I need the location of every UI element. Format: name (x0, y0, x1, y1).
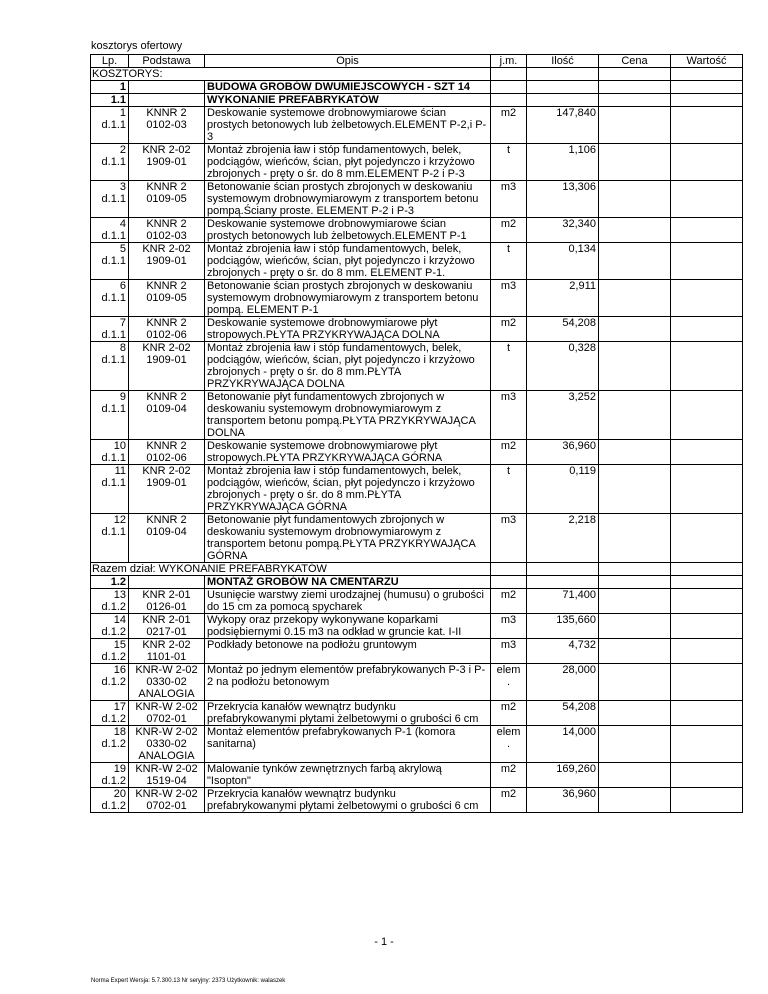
row-podstawa: KNNR 2 0102-03 (129, 107, 205, 144)
row-ilosc: 2,218 (527, 514, 599, 563)
row-opis: Betonowanie płyt fundamentowych zbrojonych w deskowaniu systemowym drobnowymiarowym z transportem betonu pompą.PŁYTA PRZYKRYWAJĄCA DOLNA (205, 391, 491, 440)
row-cena (599, 342, 671, 391)
row-cena (599, 664, 671, 701)
row-number: 4 d.1.1 (91, 218, 129, 243)
row-cena (599, 788, 671, 813)
row-jm: m3 (491, 181, 527, 218)
row-opis: Malowanie tynków zewnętrznych farbą akrylową "Isopton" (205, 763, 491, 788)
row-wartosc (671, 144, 743, 181)
row-podstawa: KNR 2-02 1909-01 (129, 342, 205, 391)
row-wartosc (671, 342, 743, 391)
row-cena (599, 726, 671, 763)
row-number: 16 d.1.2 (91, 664, 129, 701)
row-opis: Podkłady betonowe na podłożu gruntowym (205, 639, 491, 664)
row-jm: t (491, 465, 527, 514)
row-podstawa: KNR 2-01 0217-01 (129, 614, 205, 639)
row-opis: Deskowanie systemowe drobnowymiarowe płyt stropowych.PŁYTA PRZYKRYWAJĄCA DOLNA (205, 317, 491, 342)
row-jm: t (491, 144, 527, 181)
table-row (91, 243, 743, 280)
row-cena (599, 639, 671, 664)
row-jm: elem . (491, 664, 527, 701)
table-row (91, 181, 743, 218)
row-opis: Montaż po jednym elementów prefabrykowanych P-3 i P-2 na podłożu betonowym (205, 664, 491, 701)
row-podstawa: KNR 2-02 1101-01 (129, 639, 205, 664)
row-opis: Montaż zbrojenia ław i stóp fundamentowych, belek, podciągów, wieńców, ścian, płyt pojedynczo i krzyżowo zbrojonych - pręty o śr. do 8 mm.PŁYTA PRZYKRYWAJĄCA DOLNA (205, 342, 491, 391)
table-row (91, 317, 743, 342)
row-ilosc: 36,960 (527, 788, 599, 813)
row-podstawa: KNNR 2 0109-04 (129, 391, 205, 440)
row-podstawa: KNR-W 2-02 0702-01 (129, 701, 205, 726)
row-ilosc: 71,400 (527, 589, 599, 614)
program-footer: Norma Expert Wersja: 5.7.300.13 Nr seryjny: 2373 Użytkownik: walaszek (91, 978, 286, 984)
row-ilosc: 0,134 (527, 243, 599, 280)
page-number: - 1 - (374, 936, 394, 948)
row-number: 20 d.1.2 (91, 788, 129, 813)
row-number: 12 d.1.1 (91, 514, 129, 563)
col-header-wartosc: Wartość (671, 55, 743, 68)
row-wartosc (671, 589, 743, 614)
row-number: 11 d.1.1 (91, 465, 129, 514)
table-row (91, 614, 743, 639)
col-header-jm: j.m. (491, 55, 527, 68)
row-cena (599, 144, 671, 181)
row-cena (599, 317, 671, 342)
table-row (91, 514, 743, 563)
table-row (91, 144, 743, 181)
row-opis: Betonowanie ścian prostych zbrojonych w deskowaniu systemowym drobnowymiarowym z transportem betonu pompą. ELEMENT P-1 (205, 280, 491, 317)
row-ilosc: 1,106 (527, 144, 599, 181)
row-ilosc: 0,328 (527, 342, 599, 391)
row-number: 14 d.1.2 (91, 614, 129, 639)
table-row (91, 589, 743, 614)
row-podstawa: KNR-W 2-02 0330-02 ANALOGIA (129, 726, 205, 763)
row-podstawa: KNNR 2 0109-05 (129, 181, 205, 218)
kosztorys-label-row (91, 68, 743, 81)
col-header-lp: Lp. (91, 55, 129, 68)
row-number: 17 d.1.2 (91, 701, 129, 726)
row-podstawa: KNNR 2 0102-06 (129, 317, 205, 342)
row-wartosc (671, 391, 743, 440)
row-number: 1 d.1.1 (91, 107, 129, 144)
section-title: MONTAŻ GROBÓW NA CMENTARZU (205, 576, 491, 589)
row-podstawa: KNR 2-02 1909-01 (129, 465, 205, 514)
row-opis: Deskowanie systemowe drobnowymiarowe płyt stropowych.PŁYTA PRZYKRYWAJĄCA GÓRNA (205, 440, 491, 465)
row-ilosc: 36,960 (527, 440, 599, 465)
section-row-1-1 (91, 94, 743, 107)
row-podstawa: KNR-W 2-02 1519-04 (129, 763, 205, 788)
row-wartosc (671, 614, 743, 639)
row-ilosc: 54,208 (527, 317, 599, 342)
row-podstawa: KNR 2-02 1909-01 (129, 243, 205, 280)
row-jm: m2 (491, 589, 527, 614)
row-wartosc (671, 639, 743, 664)
section-number: 1.2 (91, 576, 129, 589)
table-row (91, 440, 743, 465)
row-opis: Montaż elementów prefabrykowanych P-1 (komora sanitarna) (205, 726, 491, 763)
razem-label: Razem dział: WYKONANIE PREFABRYKATÓW (91, 563, 491, 576)
table-row (91, 639, 743, 664)
row-jm: elem . (491, 726, 527, 763)
row-ilosc: 3,252 (527, 391, 599, 440)
row-ilosc: 2,911 (527, 280, 599, 317)
row-opis: Montaż zbrojenia ław i stóp fundamentowych, belek, podciągów, wieńców, ścian, płyt pojedynczo i krzyżowo zbrojonych - pręty o śr. do 8 mm.ELEMENT P-2 i P-3 (205, 144, 491, 181)
row-cena (599, 763, 671, 788)
row-ilosc: 13,306 (527, 181, 599, 218)
row-wartosc (671, 440, 743, 465)
row-ilosc: 135,660 (527, 614, 599, 639)
row-opis: Przekrycia kanałów wewnątrz budynku prefabrykowanymi płytami żelbetowymi o grubości 6 cm (205, 701, 491, 726)
row-ilosc: 4,732 (527, 639, 599, 664)
document-title: kosztorys ofertowy (91, 40, 183, 52)
section-row-1 (91, 81, 743, 94)
table-row (91, 763, 743, 788)
row-jm: m2 (491, 701, 527, 726)
table-row (91, 664, 743, 701)
row-cena (599, 514, 671, 563)
cost-estimate-table (90, 54, 743, 813)
row-podstawa: KNR-W 2-02 0702-01 (129, 788, 205, 813)
table-row (91, 726, 743, 763)
row-opis: Przekrycia kanałów wewnątrz budynku prefabrykowanymi płytami żelbetowymi o grubości 6 cm (205, 788, 491, 813)
table-row (91, 280, 743, 317)
row-ilosc: 32,340 (527, 218, 599, 243)
row-cena (599, 391, 671, 440)
row-wartosc (671, 465, 743, 514)
razem-row (91, 563, 743, 576)
row-jm: m3 (491, 280, 527, 317)
col-header-cena: Cena (599, 55, 671, 68)
row-opis: Wykopy oraz przekopy wykonywane koparkami podsiębiernymi 0.15 m3 na odkład w gruncie kat. I-II (205, 614, 491, 639)
row-jm: m2 (491, 107, 527, 144)
row-jm: m2 (491, 317, 527, 342)
table-row (91, 107, 743, 144)
row-jm: t (491, 342, 527, 391)
section-number: 1.1 (91, 94, 129, 107)
row-wartosc (671, 243, 743, 280)
row-opis: Deskowanie systemowe drobnowymiarowe ścian prostych betonowych lub żelbetowych.ELEMENT P-2,i P-3 (205, 107, 491, 144)
row-jm: m3 (491, 514, 527, 563)
row-wartosc (671, 107, 743, 144)
col-header-ilosc: Ilość (527, 55, 599, 68)
row-cena (599, 280, 671, 317)
row-podstawa: KNR 2-01 0126-01 (129, 589, 205, 614)
row-number: 3 d.1.1 (91, 181, 129, 218)
section-title: WYKONANIE PREFABRYKATÓW (205, 94, 491, 107)
row-wartosc (671, 788, 743, 813)
row-wartosc (671, 181, 743, 218)
row-number: 7 d.1.1 (91, 317, 129, 342)
row-cena (599, 701, 671, 726)
row-wartosc (671, 763, 743, 788)
row-number: 13 d.1.2 (91, 589, 129, 614)
table-row (91, 342, 743, 391)
section-title: BUDOWA GROBÓW DWUMIEJSCOWYCH - SZT 14 (205, 81, 491, 94)
row-jm: t (491, 243, 527, 280)
row-opis: Betonowanie ścian prostych zbrojonych w deskowaniu systemowym drobnowymiarowym z transportem betonu pompą.Ściany proste. ELEMENT P-2 i P-3 (205, 181, 491, 218)
row-jm: m2 (491, 218, 527, 243)
row-jm: m3 (491, 614, 527, 639)
row-number: 8 d.1.1 (91, 342, 129, 391)
row-wartosc (671, 701, 743, 726)
row-podstawa: KNR 2-02 1909-01 (129, 144, 205, 181)
table-row (91, 701, 743, 726)
row-cena (599, 589, 671, 614)
row-number: 18 d.1.2 (91, 726, 129, 763)
row-cena (599, 465, 671, 514)
table-row (91, 391, 743, 440)
row-jm: m2 (491, 440, 527, 465)
row-jm: m2 (491, 788, 527, 813)
row-cena (599, 243, 671, 280)
row-number: 19 d.1.2 (91, 763, 129, 788)
row-opis: Usunięcie warstwy ziemi urodzajnej (humusu) o grubości do 15 cm za pomocą spycharek (205, 589, 491, 614)
row-wartosc (671, 317, 743, 342)
row-jm: m3 (491, 639, 527, 664)
row-number: 6 d.1.1 (91, 280, 129, 317)
row-cena (599, 614, 671, 639)
row-podstawa: KNR-W 2-02 0330-02 ANALOGIA (129, 664, 205, 701)
row-podstawa: KNNR 2 0102-03 (129, 218, 205, 243)
table-row (91, 788, 743, 813)
row-opis: Montaż zbrojenia ław i stóp fundamentowych, belek, podciągów, wieńców, ścian, płyt pojedynczo i krzyżowo zbrojonych - pręty o śr. do 8 mm.PŁYTA PRZYKRYWAJĄCA GÓRNA (205, 465, 491, 514)
row-podstawa: KNNR 2 0109-05 (129, 280, 205, 317)
row-opis: Betonowanie płyt fundamentowych zbrojonych w deskowaniu systemowym drobnowymiarowym z transportem betonu pompą.PŁYTA PRZYKRYWAJĄCA GÓRNA (205, 514, 491, 563)
row-number: 5 d.1.1 (91, 243, 129, 280)
row-wartosc (671, 280, 743, 317)
row-wartosc (671, 664, 743, 701)
section-number: 1 (91, 81, 129, 94)
kosztorys-label: KOSZTORYS: (91, 68, 491, 81)
row-wartosc (671, 218, 743, 243)
row-podstawa: KNNR 2 0102-06 (129, 440, 205, 465)
row-ilosc: 0,119 (527, 465, 599, 514)
row-opis: Montaż zbrojenia ław i stóp fundamentowych, belek, podciągów, wieńców, ścian, płyt pojedynczo i krzyżowo zbrojonych - pręty o śr. do 8 mm. ELEMENT P-1. (205, 243, 491, 280)
row-number: 15 d.1.2 (91, 639, 129, 664)
row-cena (599, 440, 671, 465)
row-ilosc: 147,840 (527, 107, 599, 144)
row-podstawa: KNNR 2 0109-04 (129, 514, 205, 563)
section-row-1-2 (91, 576, 743, 589)
row-jm: m3 (491, 391, 527, 440)
row-cena (599, 181, 671, 218)
row-opis: Deskowanie systemowe drobnowymiarowe ścian prostych betonowych lub żelbetowych.ELEMENT P-1 (205, 218, 491, 243)
row-wartosc (671, 726, 743, 763)
col-header-podstawa: Podstawa (129, 55, 205, 68)
row-cena (599, 107, 671, 144)
row-cena (599, 218, 671, 243)
table-row (91, 218, 743, 243)
row-ilosc: 14,000 (527, 726, 599, 763)
row-ilosc: 54,208 (527, 701, 599, 726)
row-number: 2 d.1.1 (91, 144, 129, 181)
row-jm: m2 (491, 763, 527, 788)
row-number: 10 d.1.1 (91, 440, 129, 465)
row-ilosc: 28,000 (527, 664, 599, 701)
table-row (91, 465, 743, 514)
row-ilosc: 169,260 (527, 763, 599, 788)
row-wartosc (671, 514, 743, 563)
col-header-opis: Opis (205, 55, 491, 68)
header-row (91, 55, 743, 68)
row-number: 9 d.1.1 (91, 391, 129, 440)
